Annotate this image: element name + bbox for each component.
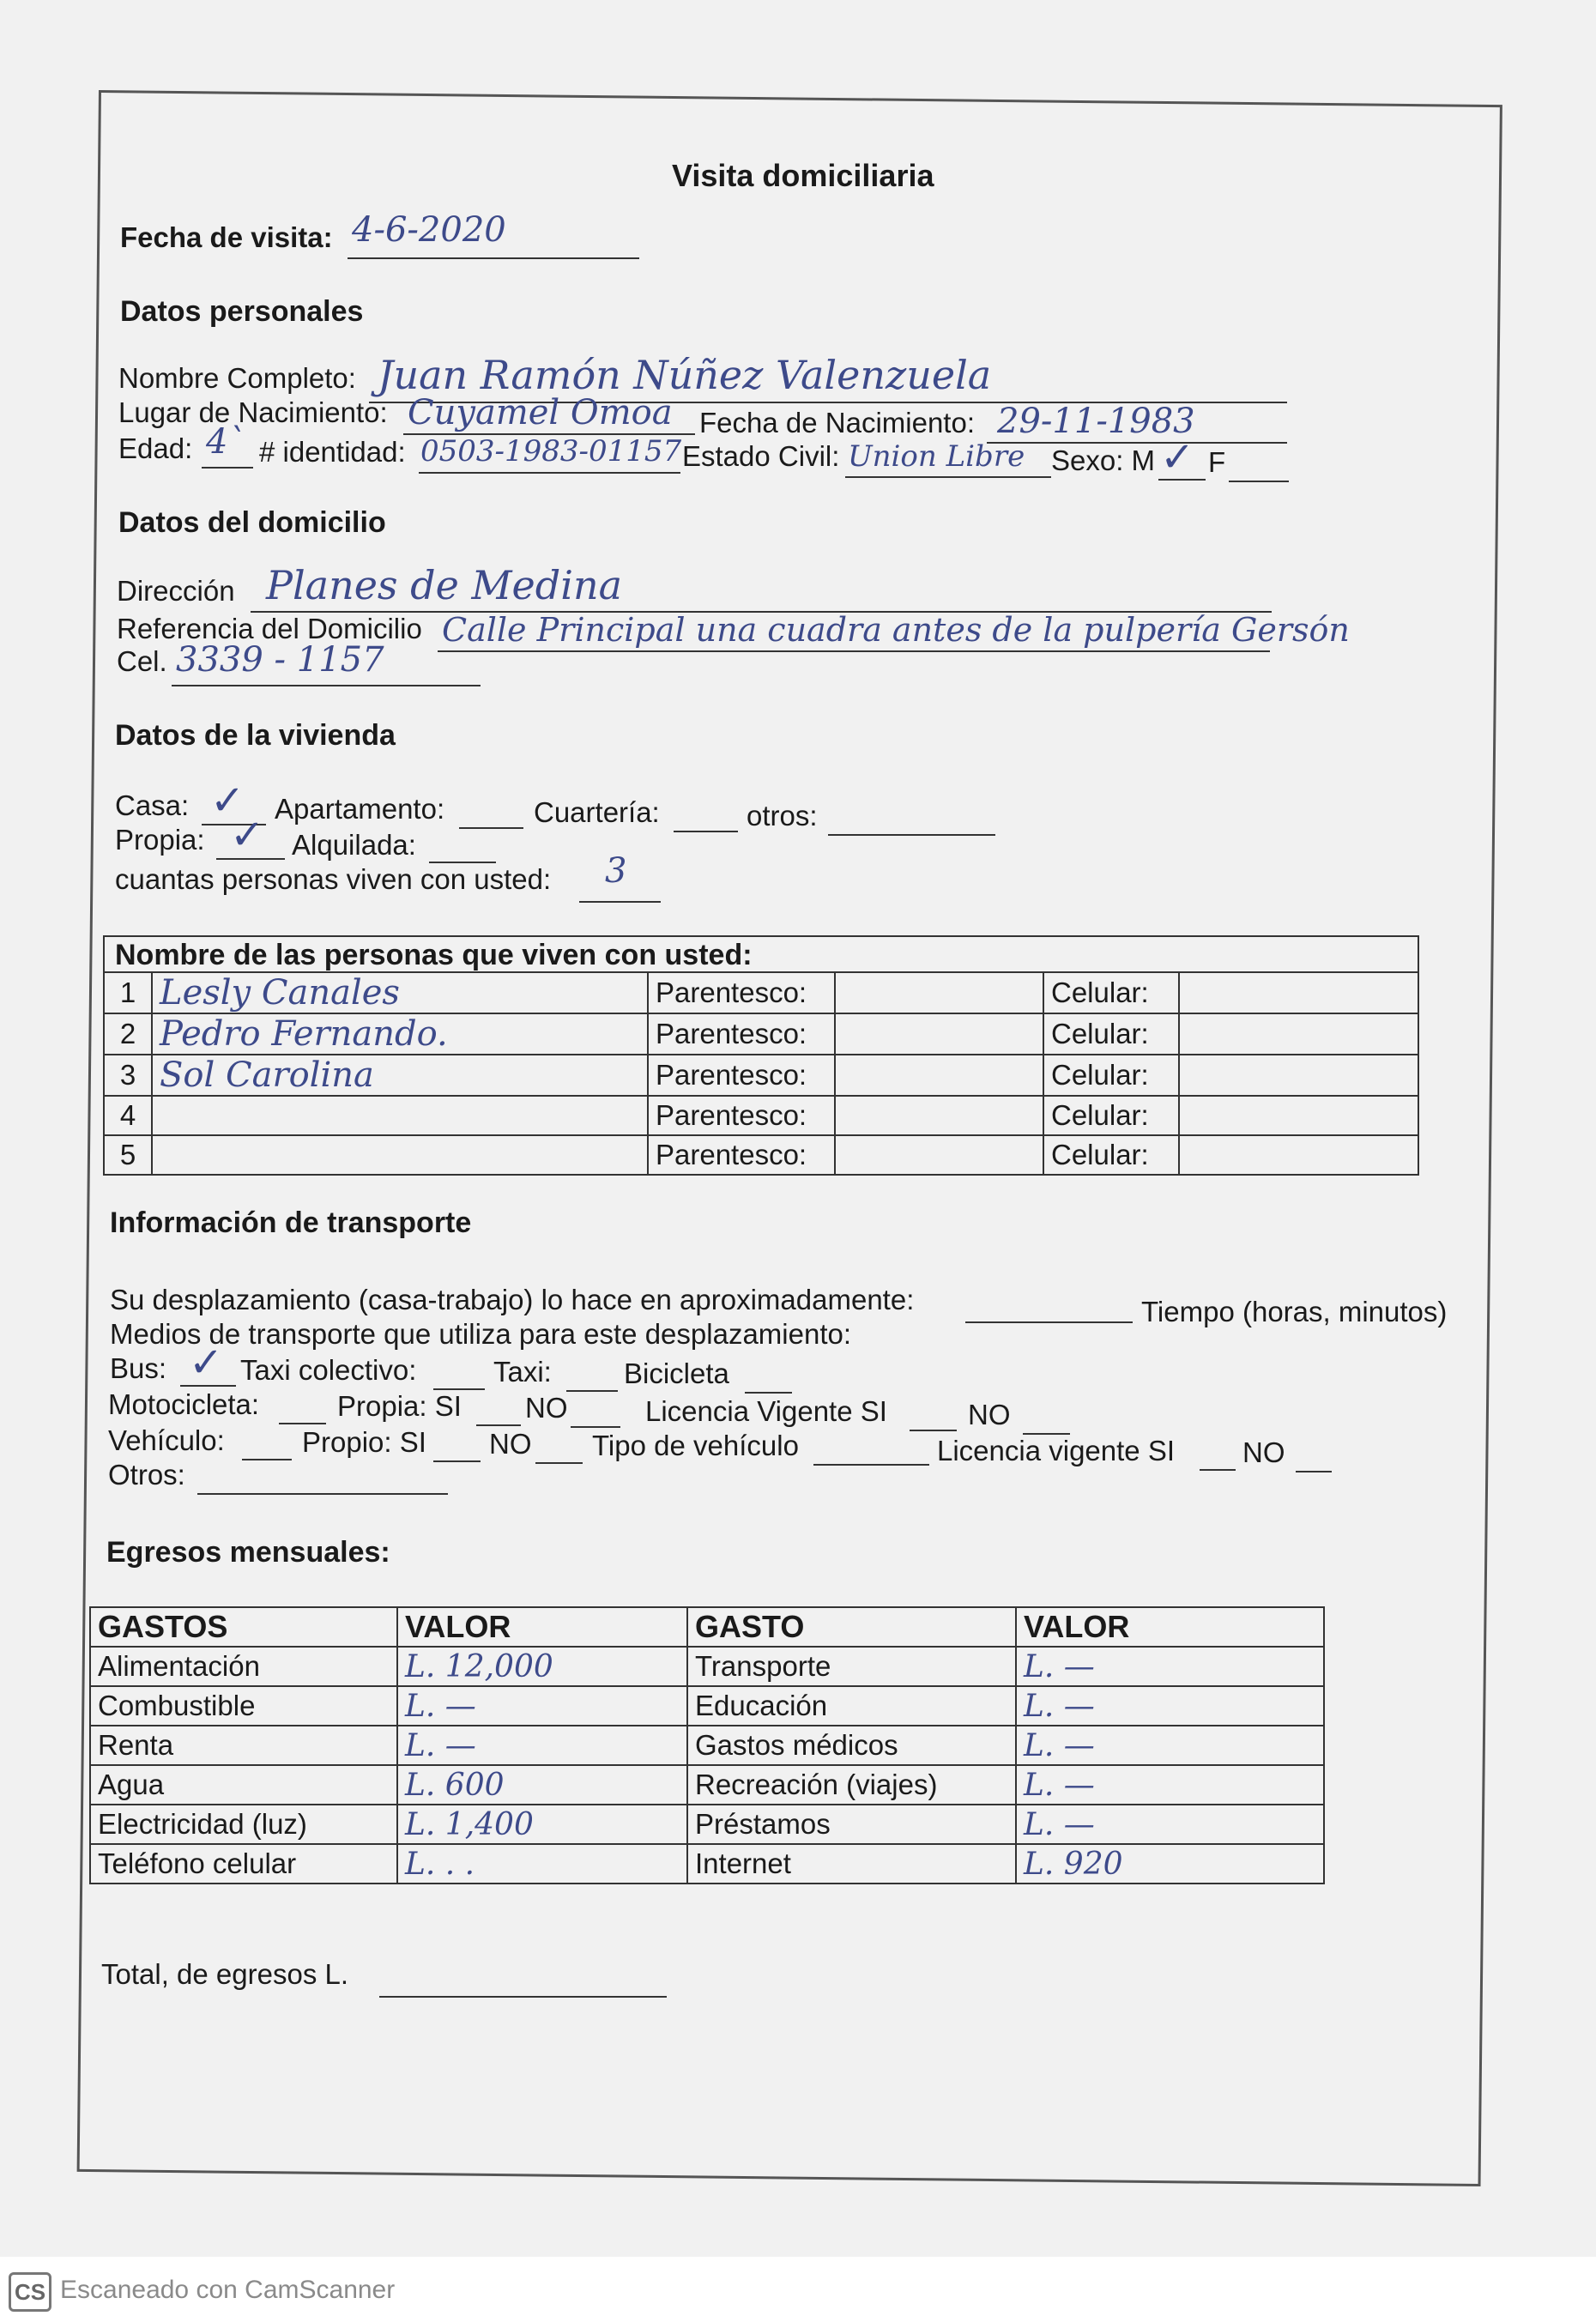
gasto-name: Internet xyxy=(687,1844,1016,1884)
camscanner-logo-icon: CS xyxy=(9,2272,51,2312)
sexo-f-line xyxy=(1229,481,1289,482)
section-datos-domicilio: Datos del domicilio xyxy=(118,506,386,539)
camscanner-watermark: Escaneado con CamScanner xyxy=(60,2276,396,2304)
section-informacion-transporte: Información de transporte xyxy=(110,1206,472,1239)
celular-label: Celular: xyxy=(1043,972,1179,1013)
parentesco-label: Parentesco: xyxy=(648,1055,835,1096)
cuarteria-label: Cuartería: xyxy=(534,796,660,828)
moto-licencia-si-label: Licencia Vigente SI xyxy=(645,1395,887,1427)
taxi-label: Taxi: xyxy=(493,1356,552,1388)
cel-label: Cel. xyxy=(117,645,167,677)
celular-cell xyxy=(1179,972,1418,1013)
bus-label: Bus: xyxy=(110,1352,167,1384)
gasto-value: L. — xyxy=(397,1686,687,1726)
parentesco-label: Parentesco: xyxy=(648,972,835,1013)
table-row xyxy=(90,1726,1324,1765)
celular-cell xyxy=(1179,1096,1418,1135)
referencia-value: Calle Principal una cuadra antes de la pulpería Gersón xyxy=(442,611,1350,649)
vehiculo-label: Vehículo: xyxy=(108,1424,225,1456)
gasto-value: L. — xyxy=(1016,1647,1324,1686)
direccion-value: Planes de Medina xyxy=(266,562,622,608)
persona-num: 2 xyxy=(104,1013,152,1055)
alquilada-label: Alquilada: xyxy=(292,829,416,861)
identidad-line xyxy=(419,472,680,474)
otros-transporte-label: Otros: xyxy=(108,1459,185,1491)
parentesco-cell xyxy=(835,1013,1043,1055)
moto-propia-no-label: NO xyxy=(525,1392,568,1424)
cuantas-personas-label: cuantas personas viven con usted: xyxy=(115,863,552,895)
celular-cell xyxy=(1179,1135,1418,1175)
total-egresos-line xyxy=(379,1996,667,1998)
gasto-value: L. — xyxy=(397,1726,687,1765)
gasto-name: Transporte xyxy=(687,1647,1016,1686)
desplazamiento-line xyxy=(965,1321,1133,1323)
personas-table-title: Nombre de las personas que viven con usted: xyxy=(115,939,753,971)
gasto-name: Teléfono celular xyxy=(90,1844,397,1884)
section-egresos-mensuales: Egresos mensuales: xyxy=(106,1536,390,1569)
personas-table xyxy=(103,971,1419,1176)
celular-label: Celular: xyxy=(1043,1013,1179,1055)
apartamento-line xyxy=(459,827,523,829)
persona-name xyxy=(152,1135,648,1175)
gasto-value: L. — xyxy=(1016,1805,1324,1844)
edad-value: 4` xyxy=(206,422,245,462)
bicicleta-line xyxy=(745,1392,792,1394)
fecha-nac-value: 29-11-1983 xyxy=(997,402,1195,441)
persona-name xyxy=(152,1096,648,1135)
cuantas-personas-value: 3 xyxy=(605,851,627,891)
gasto-name: Recreación (viajes) xyxy=(687,1765,1016,1805)
identidad-value: 0503-1983-01157 xyxy=(420,434,682,469)
celular-label: Celular: xyxy=(1043,1135,1179,1175)
parentesco-cell xyxy=(835,1135,1043,1175)
otros-vivienda-label: otros: xyxy=(747,800,818,831)
persona-num: 3 xyxy=(104,1055,152,1096)
egresos-table xyxy=(89,1606,1325,1884)
fecha-nac-label: Fecha de Nacimiento: xyxy=(699,407,975,438)
vehiculo-propio-no-label: NO xyxy=(489,1428,532,1460)
celular-cell xyxy=(1179,1013,1418,1055)
egresos-col-valor: VALOR xyxy=(397,1607,687,1647)
fecha-visita-label: Fecha de visita: xyxy=(120,221,333,253)
fecha-nac-line xyxy=(987,442,1287,444)
celular-label: Celular: xyxy=(1043,1055,1179,1096)
form-title: Visita domiciliaria xyxy=(672,158,934,193)
casa-check: ✓ xyxy=(210,777,245,825)
gasto-value: L. — xyxy=(1016,1726,1324,1765)
gasto-name: Agua xyxy=(90,1765,397,1805)
vehiculo-licencia-no-line xyxy=(1296,1471,1332,1472)
sexo-m-label: Sexo: M xyxy=(1051,444,1156,476)
moto-licencia-si-line xyxy=(910,1430,957,1431)
egresos-col-valor-2: VALOR xyxy=(1016,1607,1324,1647)
edad-line xyxy=(202,467,253,469)
vehiculo-licencia-si-line xyxy=(1200,1469,1236,1471)
table-row xyxy=(90,1607,1324,1647)
vehiculo-licencia-si-label: Licencia vigente SI xyxy=(937,1435,1176,1466)
tipo-vehiculo-line xyxy=(813,1464,929,1466)
table-row xyxy=(104,1055,1418,1096)
parentesco-cell xyxy=(835,1096,1043,1135)
table-row xyxy=(104,1096,1418,1135)
table-row xyxy=(90,1647,1324,1686)
moto-licencia-no-label: NO xyxy=(968,1399,1011,1430)
egresos-col-gastos: GASTOS xyxy=(90,1607,397,1647)
section-datos-personales: Datos personales xyxy=(120,295,364,328)
identidad-label: # identidad: xyxy=(259,436,406,468)
apartamento-label: Apartamento: xyxy=(275,793,445,825)
referencia-line xyxy=(438,650,1270,652)
parentesco-label: Parentesco: xyxy=(648,1096,835,1135)
estado-civil-value: Union Libre xyxy=(848,439,1025,474)
table-row xyxy=(104,1135,1418,1175)
gasto-value: L. 600 xyxy=(397,1765,687,1805)
sexo-f-label: F xyxy=(1208,446,1226,478)
gasto-value: L. 920 xyxy=(1016,1844,1324,1884)
sexo-m-check: ✓ xyxy=(1160,433,1195,481)
table-row xyxy=(104,972,1418,1013)
desplazamiento-label: Su desplazamiento (casa-trabajo) lo hace en aproximadamente: xyxy=(110,1284,915,1315)
personas-table-header xyxy=(103,935,1419,971)
otros-vivienda-line xyxy=(828,834,995,836)
casa-label: Casa: xyxy=(115,789,190,821)
propia-label: Propia: xyxy=(115,824,205,856)
table-row xyxy=(104,1013,1418,1055)
moto-propia-si-line xyxy=(476,1424,521,1426)
vehiculo-propio-no-line xyxy=(535,1462,583,1464)
lugar-nac-value: Cuyamel Omoa xyxy=(408,393,673,432)
table-row xyxy=(90,1686,1324,1726)
taxi-line xyxy=(566,1390,618,1392)
table-row xyxy=(90,1805,1324,1844)
tipo-vehiculo-label: Tipo de vehículo xyxy=(592,1430,799,1461)
gasto-name: Educación xyxy=(687,1686,1016,1726)
moto-propia-si-label: Propia: SI xyxy=(337,1390,462,1422)
cel-line xyxy=(172,685,481,686)
nombre-value: Juan Ramón Núñez Valenzuela xyxy=(378,352,992,398)
gasto-name: Combustible xyxy=(90,1686,397,1726)
cuarteria-line xyxy=(674,831,738,832)
persona-num: 5 xyxy=(104,1135,152,1175)
persona-name: Lesly Canales xyxy=(152,972,648,1013)
nombre-label: Nombre Completo: xyxy=(118,362,356,394)
gasto-value: L. — xyxy=(1016,1686,1324,1726)
vehiculo-propio-si-label: Propio: SI xyxy=(302,1426,426,1458)
propia-check: ✓ xyxy=(230,811,265,859)
gasto-name: Electricidad (luz) xyxy=(90,1805,397,1844)
motocicleta-line xyxy=(279,1423,326,1424)
parentesco-cell xyxy=(835,972,1043,1013)
gasto-value: L. 1,400 xyxy=(397,1805,687,1844)
bicicleta-label: Bicicleta xyxy=(624,1358,729,1389)
estado-civil-label: Estado Civil: xyxy=(682,440,840,472)
persona-num: 1 xyxy=(104,972,152,1013)
table-row xyxy=(90,1765,1324,1805)
egresos-col-gasto: GASTO xyxy=(687,1607,1016,1647)
gasto-value: L. . . xyxy=(397,1844,687,1884)
scanner-footer xyxy=(0,2257,1596,2322)
persona-name: Sol Carolina xyxy=(152,1055,648,1096)
gasto-name: Alimentación xyxy=(90,1647,397,1686)
section-datos-vivienda: Datos de la vivienda xyxy=(115,719,396,752)
medios-transporte-label: Medios de transporte que utiliza para este desplazamiento: xyxy=(110,1318,852,1350)
taxi-colectivo-label: Taxi colectivo: xyxy=(240,1354,417,1386)
fecha-visita-value: 4-6-2020 xyxy=(352,210,506,250)
referencia-label: Referencia del Domicilio xyxy=(117,613,422,644)
vehiculo-licencia-no-label: NO xyxy=(1242,1436,1285,1468)
bus-check: ✓ xyxy=(189,1339,224,1387)
edad-label: Edad: xyxy=(118,432,193,464)
cuantas-personas-line xyxy=(579,901,661,903)
otros-transporte-line xyxy=(197,1493,448,1495)
total-egresos-label: Total, de egresos L. xyxy=(101,1958,349,1990)
cel-value: 3339 - 1157 xyxy=(176,640,384,680)
moto-propia-no-line xyxy=(571,1426,620,1428)
lugar-nac-label: Lugar de Nacimiento: xyxy=(118,396,388,428)
parentesco-cell xyxy=(835,1055,1043,1096)
vehiculo-propio-si-line xyxy=(433,1460,481,1462)
persona-name: Pedro Fernando. xyxy=(152,1013,648,1055)
gasto-name: Préstamos xyxy=(687,1805,1016,1844)
celular-cell xyxy=(1179,1055,1418,1096)
celular-label: Celular: xyxy=(1043,1096,1179,1135)
gasto-value: L. 12,000 xyxy=(397,1647,687,1686)
parentesco-label: Parentesco: xyxy=(648,1013,835,1055)
estado-civil-line xyxy=(845,476,1051,478)
gasto-name: Renta xyxy=(90,1726,397,1765)
persona-num: 4 xyxy=(104,1096,152,1135)
direccion-label: Dirección xyxy=(117,575,235,607)
table-row xyxy=(90,1844,1324,1884)
fecha-visita-line xyxy=(348,257,639,259)
tiempo-label: Tiempo (horas, minutos) xyxy=(1141,1296,1448,1327)
parentesco-label: Parentesco: xyxy=(648,1135,835,1175)
gasto-value: L. — xyxy=(1016,1765,1324,1805)
vehiculo-line xyxy=(242,1459,292,1460)
gasto-name: Gastos médicos xyxy=(687,1726,1016,1765)
motocicleta-label: Motocicleta: xyxy=(108,1388,260,1420)
